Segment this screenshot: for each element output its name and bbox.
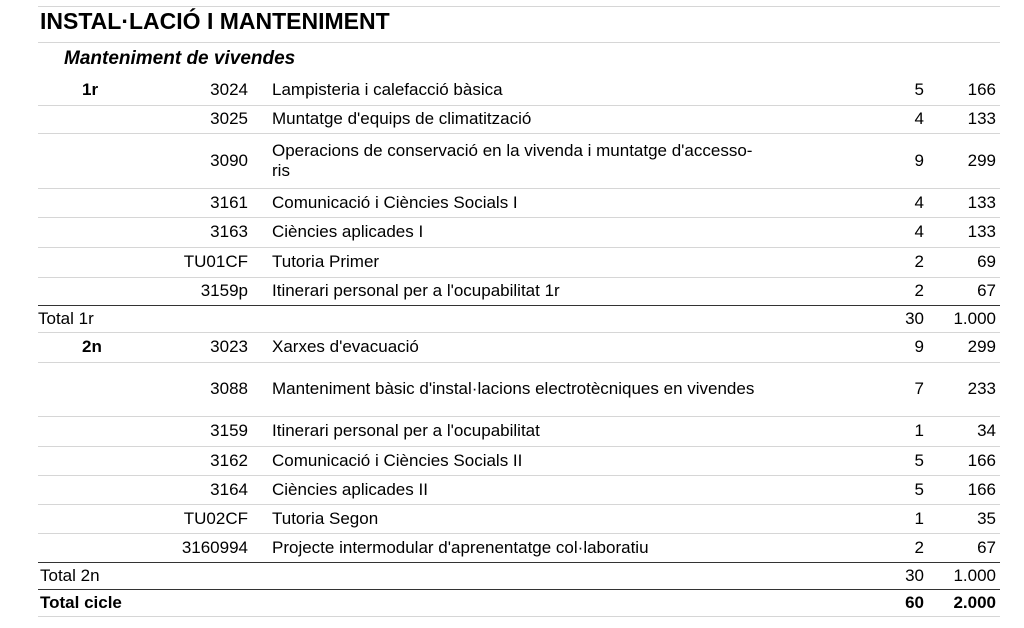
total-credits: 30 bbox=[864, 562, 924, 589]
module-hours: 299 bbox=[924, 133, 1000, 188]
module-credits: 5 bbox=[864, 446, 924, 475]
table-row bbox=[38, 277, 1000, 305]
table-row bbox=[38, 504, 1000, 533]
module-hours: 299 bbox=[924, 332, 1000, 362]
year-label: 1r bbox=[38, 75, 148, 105]
total-row bbox=[38, 562, 1000, 589]
module-code: 3088 bbox=[148, 362, 258, 416]
module-name: Tutoria Segon bbox=[258, 504, 864, 533]
module-credits: 9 bbox=[864, 133, 924, 188]
module-credits: 5 bbox=[864, 75, 924, 105]
module-hours: 233 bbox=[924, 362, 1000, 416]
module-name: Muntatge d'equips de climatització bbox=[258, 105, 864, 133]
module-name bbox=[258, 133, 864, 188]
module-code: TU02CF bbox=[148, 504, 258, 533]
module-code: 3160994 bbox=[148, 533, 258, 562]
module-credits: 1 bbox=[864, 504, 924, 533]
module-name: Ciències aplicades I bbox=[258, 217, 864, 247]
module-name: Projecte intermodular d'aprenentatge col·laboratiu bbox=[258, 533, 864, 562]
table-row bbox=[38, 362, 1000, 416]
module-name-line1: Operacions de conservació en la vivenda i muntatge d'accesso- bbox=[272, 140, 753, 160]
grand-total-credits: 60 bbox=[864, 589, 924, 616]
module-name: Comunicació i Ciències Socials I bbox=[258, 188, 864, 217]
table-row bbox=[38, 188, 1000, 217]
module-name-line2: ris bbox=[272, 160, 290, 180]
module-hours: 166 bbox=[924, 446, 1000, 475]
module-hours: 34 bbox=[924, 416, 1000, 446]
module-code: 3159 bbox=[148, 416, 258, 446]
grand-total-hours: 2.000 bbox=[924, 589, 1000, 616]
table-row bbox=[38, 332, 1000, 362]
module-code: 3090 bbox=[148, 133, 258, 188]
module-hours: 166 bbox=[924, 75, 1000, 105]
module-hours: 166 bbox=[924, 475, 1000, 504]
table-row bbox=[38, 75, 1000, 105]
table-row bbox=[38, 133, 1000, 188]
table-row bbox=[38, 475, 1000, 504]
module-code: 3025 bbox=[148, 105, 258, 133]
module-hours: 67 bbox=[924, 533, 1000, 562]
module-hours: 133 bbox=[924, 217, 1000, 247]
module-code: 3161 bbox=[148, 188, 258, 217]
grand-total-row bbox=[38, 589, 1000, 616]
module-name: Ciències aplicades II bbox=[258, 475, 864, 504]
total-label: Total 2n bbox=[38, 562, 864, 589]
module-code: 3159p bbox=[148, 277, 258, 305]
module-credits: 2 bbox=[864, 247, 924, 277]
module-code: TU01CF bbox=[148, 247, 258, 277]
module-credits: 4 bbox=[864, 188, 924, 217]
module-hours: 133 bbox=[924, 105, 1000, 133]
rule-title bbox=[38, 42, 1000, 43]
total-label: Total 1r bbox=[38, 305, 864, 332]
grand-total-label: Total cicle bbox=[38, 589, 864, 616]
table-row bbox=[38, 416, 1000, 446]
module-code: 3162 bbox=[148, 446, 258, 475]
total-hours: 1.000 bbox=[924, 562, 1000, 589]
page-subtitle: Manteniment de vivendes bbox=[64, 48, 296, 69]
table-row bbox=[38, 446, 1000, 475]
total-row bbox=[38, 305, 1000, 332]
table-row bbox=[38, 533, 1000, 562]
module-code: 3164 bbox=[148, 475, 258, 504]
module-hours: 133 bbox=[924, 188, 1000, 217]
module-name: Xarxes d'evacuació bbox=[258, 332, 864, 362]
module-code: 3023 bbox=[148, 332, 258, 362]
table-row bbox=[38, 217, 1000, 247]
module-credits: 4 bbox=[864, 105, 924, 133]
module-credits: 9 bbox=[864, 332, 924, 362]
module-name: Itinerari personal per a l'ocupabilitat bbox=[258, 416, 864, 446]
module-credits: 1 bbox=[864, 416, 924, 446]
module-credits: 2 bbox=[864, 277, 924, 305]
module-name: Lampisteria i calefacció bàsica bbox=[258, 75, 864, 105]
module-name: Comunicació i Ciències Socials II bbox=[258, 446, 864, 475]
module-code: 3024 bbox=[148, 75, 258, 105]
total-credits: 30 bbox=[864, 305, 924, 332]
year-label: 2n bbox=[38, 332, 148, 362]
page-title: INSTAL·LACIÓ I MANTENIMENT bbox=[40, 8, 390, 34]
modules-table bbox=[38, 75, 1000, 617]
module-code: 3163 bbox=[148, 217, 258, 247]
module-hours: 35 bbox=[924, 504, 1000, 533]
module-hours: 67 bbox=[924, 277, 1000, 305]
table-row bbox=[38, 105, 1000, 133]
module-name: Manteniment bàsic d'instal·lacions electrotècniques en vivendes bbox=[258, 362, 864, 416]
module-credits: 4 bbox=[864, 217, 924, 247]
total-hours: 1.000 bbox=[924, 305, 1000, 332]
module-credits: 7 bbox=[864, 362, 924, 416]
module-hours: 69 bbox=[924, 247, 1000, 277]
table-row bbox=[38, 247, 1000, 277]
module-name: Itinerari personal per a l'ocupabilitat 1r bbox=[258, 277, 864, 305]
module-credits: 5 bbox=[864, 475, 924, 504]
module-name: Tutoria Primer bbox=[258, 247, 864, 277]
module-credits: 2 bbox=[864, 533, 924, 562]
